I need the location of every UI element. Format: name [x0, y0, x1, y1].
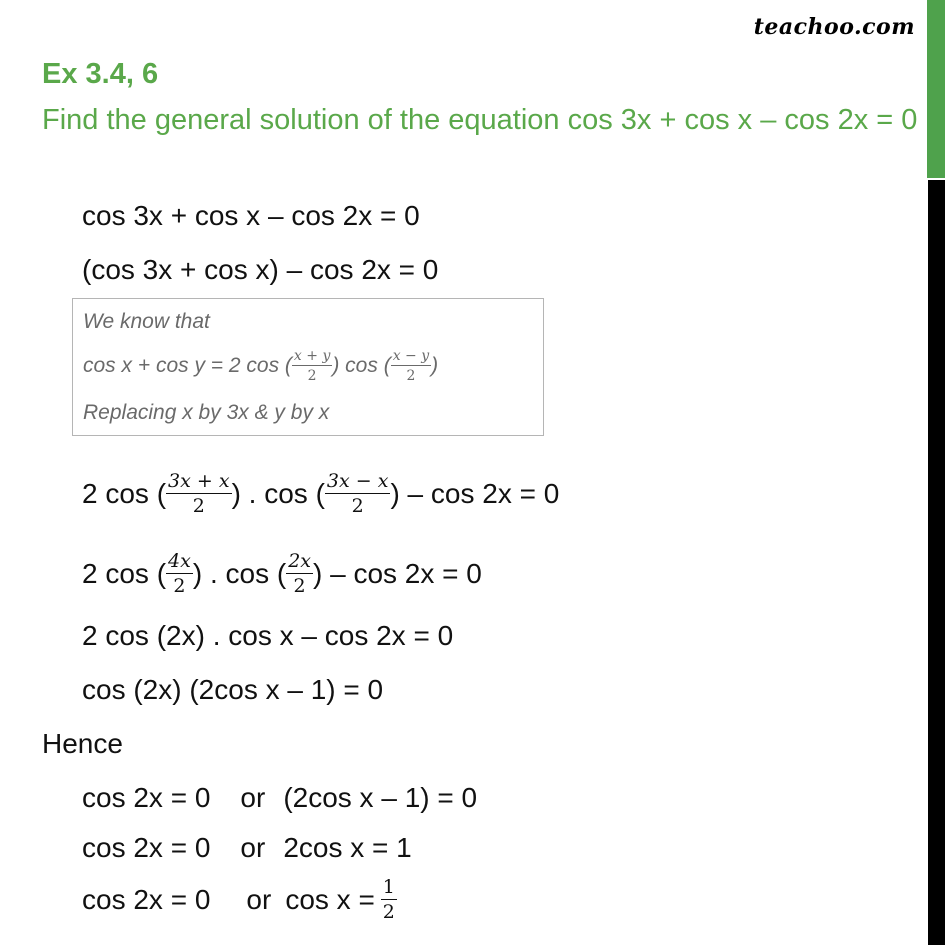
fraction-denominator: 2 [351, 495, 364, 517]
note-identity-end: ) [431, 354, 439, 377]
fraction-denominator: 2 [173, 575, 186, 597]
fraction-4x [166, 552, 193, 596]
step-3-end: ) – cos 2x = 0 [390, 478, 560, 509]
fraction-numerator: 4x [168, 550, 191, 572]
result-1-left: cos 2x = 0 [82, 782, 211, 813]
result-3-right: cos x = [285, 884, 375, 915]
step-4-mid: ) . cos ( [192, 558, 287, 589]
fraction-numerator: 1 [382, 876, 395, 898]
step-3-start: 2 cos ( [82, 478, 167, 509]
note-line-3: Replacing x by 3x & y by x [83, 401, 330, 424]
result-2-left: cos 2x = 0 [82, 832, 211, 863]
fraction-x-plus-y [292, 349, 332, 383]
step-2: (cos 3x + cos x) – cos 2x = 0 [82, 254, 439, 285]
result-3-or: or [246, 884, 272, 915]
fraction-2x [286, 552, 313, 596]
fraction-denominator: 2 [406, 368, 416, 384]
result-row-2 [82, 832, 412, 864]
exercise-title: Ex 3.4, 6 [42, 58, 159, 90]
result-2-or: or [240, 832, 266, 863]
result-1-right: (2cos x – 1) = 0 [283, 782, 478, 813]
note-line-2 [83, 349, 438, 383]
fraction-one-half [381, 878, 397, 922]
fraction-denominator: 2 [382, 901, 395, 923]
scrollbar-track[interactable] [928, 180, 945, 945]
step-4-start: 2 cos ( [82, 558, 167, 589]
fraction-numerator: x − y [392, 348, 430, 364]
fraction-3x-minus-x [325, 472, 391, 516]
step-3-mid: ) . cos ( [231, 478, 325, 509]
note-line-1: We know that [83, 310, 210, 333]
step-3 [82, 472, 559, 516]
result-3-left: cos 2x = 0 [82, 884, 211, 915]
fraction-numerator: 3x − x [326, 470, 389, 492]
teachoo-logo: teachoo.com [753, 14, 915, 40]
step-4-end: ) – cos 2x = 0 [313, 558, 482, 589]
fraction-3x-plus-x [166, 472, 232, 516]
fraction-denominator: 2 [192, 495, 205, 517]
fraction-numerator: 2x [288, 550, 311, 572]
step-6: cos (2x) (2cos x – 1) = 0 [82, 674, 384, 705]
fraction-x-minus-y [391, 349, 431, 383]
result-row-3 [82, 878, 397, 922]
fraction-numerator: 3x + x [168, 470, 230, 492]
note-identity-mid: ) cos ( [332, 354, 391, 377]
result-2-right: 2cos x = 1 [283, 832, 412, 863]
result-1-or: or [240, 782, 266, 813]
question-text: Find the general solution of the equation cos 3x + cos x – cos 2x = 0 [42, 104, 918, 136]
step-4 [82, 552, 482, 596]
result-row-1 [82, 782, 477, 814]
fraction-denominator: 2 [293, 575, 306, 597]
scrollbar-thumb[interactable] [927, 0, 945, 178]
fraction-numerator: x + y [293, 348, 331, 364]
note-identity-start: cos x + cos y = 2 cos ( [83, 354, 292, 377]
step-1: cos 3x + cos x – cos 2x = 0 [82, 200, 420, 231]
step-5: 2 cos (2x) . cos x – cos 2x = 0 [82, 620, 454, 651]
hence-label: Hence [42, 728, 123, 759]
fraction-denominator: 2 [307, 368, 317, 384]
